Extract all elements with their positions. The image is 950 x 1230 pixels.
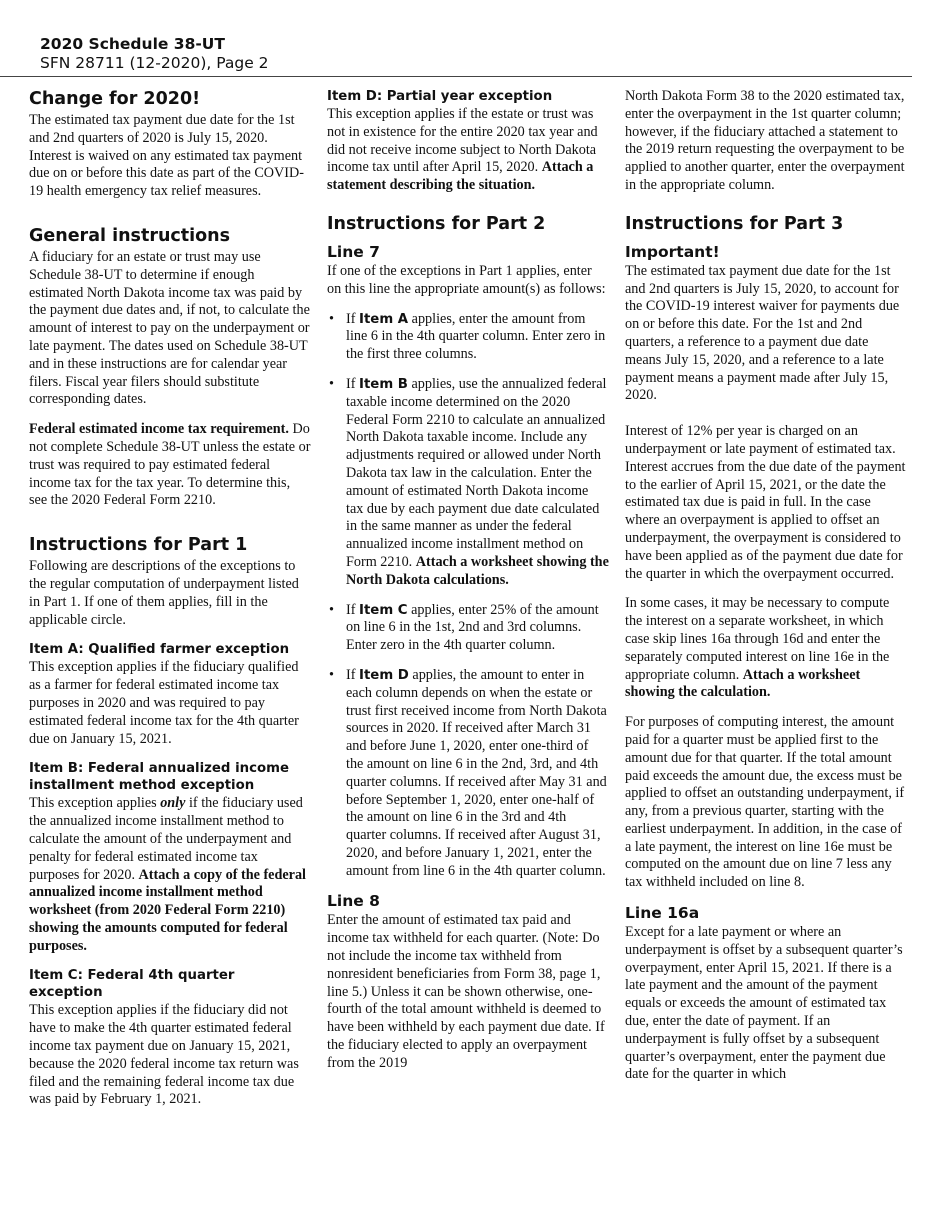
federal-requirement [29, 421, 311, 510]
federal-bold: Federal estimated income tax requirement. [29, 421, 289, 438]
item-d-label: Item D [359, 667, 409, 683]
itemD-text [327, 106, 609, 195]
itemB-bold: Attach a copy of the federal annualized income installment method worksheet (from 2020 Federal Form 2210) showing the amounts computed for federal purposes. [29, 866, 306, 954]
itemC-text: This exception applies if the fiduciary did not have to make the 4th quarter estimated federal income tax payment due on January 15, 2021, because the 2020 federal income tax return was filed and the remaining federal income tax due was paid by February 1, 2021. [29, 1002, 299, 1108]
line8-text: Enter the amount of estimated tax paid and income tax withheld for each quarter. (Note: Do not include the income tax withheld from nonresident beneficiaries from Form 38, page 1, line 5.) Unless it can be shown otherwise, one-fourth of the total amount withheld is deemed to have been withheld by each payment due date. If the fiduciary elected to apply an overpayment from the 2019 [327, 912, 605, 1071]
bullet-item-c: • If Item C applies, enter 25% of the amount on line 6 in the 1st, 2nd and 3rd columns. Enter zero in the 4th quarter column. [327, 602, 609, 655]
line7-text: If one of the exceptions in Part 1 applies, enter on this line the appropriate amount(s) as follows: [327, 262, 606, 297]
itemD-body: This exception applies if the estate or trust was not in existence for the entire 2020 tax year and did not receive income subject to North Dakota income tax until after April 15, 2020. [327, 106, 598, 176]
interest-text: Interest of 12% per year is charged on an underpayment or late payment of estimated tax. Interest accrues from the due date of the payment to the earlier of April 15, 2021, or the date the estimated tax due is paid in full. In the case where an overpayment is applied to offset an underpayment, the overpayment is considered to have been applied as of the payment due date for the quarter in which the overpayment occurred. [625, 423, 906, 582]
separate-bold: Attach a worksheet showing the calculation. [625, 666, 861, 701]
itemB-only: only [160, 795, 186, 812]
itemD-heading: Item D: Partial year exception [327, 89, 553, 104]
line16a-text: Except for a late payment or where an underpayment is offset by a subsequent quarter’s overpayment, enter April 15, 2021. If there is a late payment and the amount of the payment equals or exceeds the amount of estimated tax due, enter the date of payment. If an underpayment is fully offset by a subsequent quarter’s overpayment, enter the payment due date for the quarter in which [625, 924, 903, 1083]
header-divider [0, 76, 912, 77]
itemD-bold: Attach a statement describing the situation. [327, 159, 594, 194]
item-b-label: Item B [359, 376, 408, 392]
line7-bullets [327, 311, 609, 881]
purposes-text: For purposes of computing interest, the amount paid for a quarter must be applied first to the amount due for that quarter. If the total amount paid exceeds the amount due, the excess must be applied to offset an outstanding underpayment, if any, from a previous quarter, starting with the earliest underpayment. In addition, in the case of a late payment, the interest on line 16e must be computed on the amount due on line 7 less any tax withheld included on line 8. [625, 714, 905, 891]
column-2 [327, 88, 609, 1085]
general-text: A fiduciary for an estate or trust may use Schedule 38-UT to determine if enough estimated North Dakota income tax was paid by the payment due dates and, if not, to calculate the amount of interest to pay on the underpayment or late payment. The dates used on Schedule 38-UT and in these instructions are for calendar year filers. Fiscal year filers should substitute corresponding dates. [29, 248, 310, 408]
continued-text: North Dakota Form 38 to the 2020 estimated tax, enter the overpayment in the 1st quarter column; however, if the fiduciary attached a statement to the 2019 return requesting the overpayment to be applied to another quarter, enter the overpayment in the appropriate column. [625, 88, 905, 193]
change-heading: Change for 2020! [29, 89, 201, 109]
itemB-pre: This exception applies [29, 795, 157, 812]
item-b-bold: Attach a worksheet showing the North Dakota calculations. [346, 553, 609, 588]
itemC-heading: Item C: Federal 4th quarter exception [29, 968, 235, 1001]
itemA-heading: Item A: Qualified farmer exception [29, 642, 290, 658]
itemA-text: This exception applies if the fiduciary qualified as a farmer for federal estimated income tax purposes in 2020 and was required to pay estimated federal income tax for the 4th quarter due on January 15, 2021. [29, 659, 299, 747]
important-text: The estimated tax payment due date for the 1st and 2nd quarters is July 15, 2020, to account for the COVID-19 interest waiver for payments due on or before this date. For the 1st and 2nd quarters, a reference to a payment due date means July 15, 2020, and a reference to a late payment means a payment made after July 15, 2020. [625, 262, 900, 404]
bullet-item-b: • If Item B applies, use the annualized federal taxable income determined on the 2020 Federal Form 2210 to calculate an annualized North Dakota taxable income. Include any adjustments required or allowed under North Dakota tax law in the calculation. Enter the amount of estimated North Dakota income tax due by each payment due date calculated in the same manner as under the federal annualized income installment method on Form 2210. Attach a worksheet showing the North Dakota calculations. [327, 376, 609, 590]
federal-text: Do not complete Schedule 38-UT unless the estate or trust was required to pay estimated federal income tax for the tax year. To determine this, see the 2020 Federal Form 2210. [29, 421, 311, 509]
line16a-heading: Line 16a [625, 904, 700, 923]
bullet-item-a: • If Item A applies, enter the amount from line 6 in the 4th quarter column. Enter zero in the first three columns. [327, 311, 609, 364]
general-heading: General instructions [29, 225, 231, 246]
page-header [40, 35, 269, 73]
itemB-text [29, 795, 311, 955]
line8-heading: Line 8 [327, 892, 380, 911]
itemB-post: if the fiduciary used the annualized income installment method to calculate the amount of the underpayment and penalty for federal estimated income tax purposes for 2020. [29, 795, 303, 883]
line7-heading: Line 7 [327, 242, 380, 261]
part3-heading: Instructions for Part 3 [625, 213, 844, 234]
change-text: The estimated tax payment due date for the 1st and 2nd quarters of 2020 is July 15, 2020. Interest is waived on any estimated tax payment due on or before this date as part of the COVID-19 health emergency tax relief measures. [29, 112, 304, 200]
form-subtitle: SFN 28711 (12-2020), Page 2 [40, 54, 269, 72]
itemB-heading: Item B: Federal annualized income installment method exception [29, 761, 289, 794]
item-c-label: Item C [359, 602, 408, 618]
important-heading: Important! [625, 242, 720, 261]
part1-heading: Instructions for Part 1 [29, 535, 248, 556]
form-title: 2020 Schedule 38-UT [40, 35, 225, 53]
bullet-item-d: • If Item D applies, the amount to enter in each column depends on when the estate or trust first received income from North Dakota sources in 2020. If received after March 31 and before June 1, 2020, enter one-third of the amount on line 6 in the 2nd, 3rd, and 4th quarter columns. If received after May 31 and before September 1, 2020, enter one-half of the amount on line 6 in the 3rd and 4th quarter columns. If received after August 31, 2020, and before January 1, 2021, enter the amount from line 6 in the 4th quarter column. [327, 667, 609, 881]
item-a-label: Item A [359, 311, 409, 327]
separate-worksheet-text: In some cases, it may be necessary to compute the interest on a separate worksheet, in which case skip lines 16a through 16d and enter the separately computed interest on line 16e in the appropriate column. Attach a worksheet showing the calculation. [625, 595, 890, 701]
column-1 [29, 88, 311, 1121]
part2-heading: Instructions for Part 2 [327, 213, 546, 234]
column-3 [625, 88, 907, 1096]
part1-text: Following are descriptions of the exceptions to the regular computation of underpayment listed in Part 1. If one of them applies, fill in the applicable circle. [29, 558, 299, 628]
